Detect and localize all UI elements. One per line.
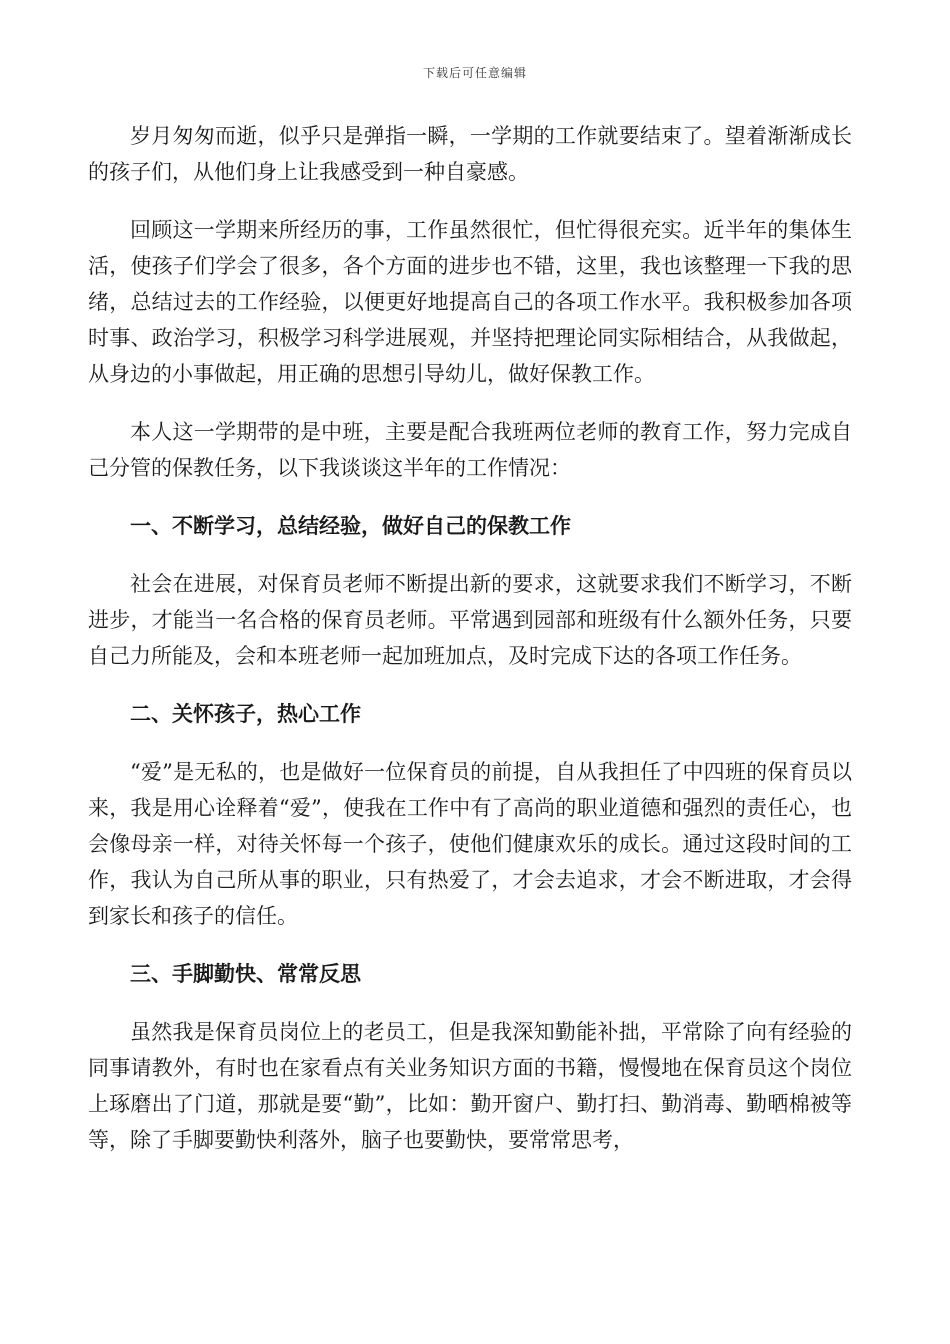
paragraph-intro: 岁月匆匆而逝，似乎只是弹指一瞬，一学期的工作就要结束了。望着渐渐成长的孩子们，从他们身上让我感受到一种自豪感。 — [88, 124, 852, 184]
paragraph-section-1: 社会在进展，对保育员老师不断提出新的要求，这就要求我们不断学习，不断进步，才能当一名合格的保育员老师。平常遇到园部和班级有什么额外任务，只要自己力所能及，会和本班老师一起加班加点，及时完成下达的各项工作任务。 — [88, 572, 852, 668]
paragraph-section-2: “爱”是无私的，也是做好一位保育员的前提，自从我担任了中四班的保育员以来，我是用心诠释着“爱”，使我在工作中有了高尚的职业道德和强烈的责任心，也会像母亲一样，对待关怀每一个孩子，使他们健康欢乐的成长。通过这段时间的工作，我认为自己所从事的职业，只有热爱了，才会去追求，才会不断进取，才会得到家长和孩子的信任。 — [88, 760, 852, 928]
paragraph-section-3: 虽然我是保育员岗位上的老员工，但是我深知勤能补拙，平常除了向有经验的同事请教外，有时也在家看点有关业务知识方面的书籍，慢慢地在保育员这个岗位上琢磨出了门道，那就是要“勤”，比如：勤开窗户、勤打扫、勤消毒、勤晒棉被等等，除了手脚要勤快利落外，脑子也要勤快，要常常思考， — [88, 1020, 852, 1152]
page-header: 下载后可任意编辑 — [422, 66, 527, 80]
paragraph-role: 本人这一学期带的是中班，主要是配合我班两位老师的教育工作，努力完成自己分管的保教任务，以下我谈谈这半年的工作情况： — [88, 420, 852, 480]
document-body — [88, 118, 852, 1158]
section-heading-3: 三、手脚勤快、常常反思 — [130, 962, 361, 986]
section-heading-2: 二、关怀孩子，热心工作 — [130, 702, 361, 726]
paragraph-review: 回顾这一学期来所经历的事，工作虽然很忙，但忙得很充实。近半年的集体生活，使孩子们学会了很多，各个方面的进步也不错，这里，我也该整理一下我的思绪，总结过去的工作经验，以便更好地提高自己的各项工作水平。我积极参加各项时事、政治学习，积极学习科学进展观，并坚持把理论同实际相结合，从我做起，从身边的小事做起，用正确的思想引导幼儿，做好保教工作。 — [88, 218, 852, 386]
section-heading-1: 一、不断学习，总结经验，做好自己的保教工作 — [130, 514, 571, 538]
